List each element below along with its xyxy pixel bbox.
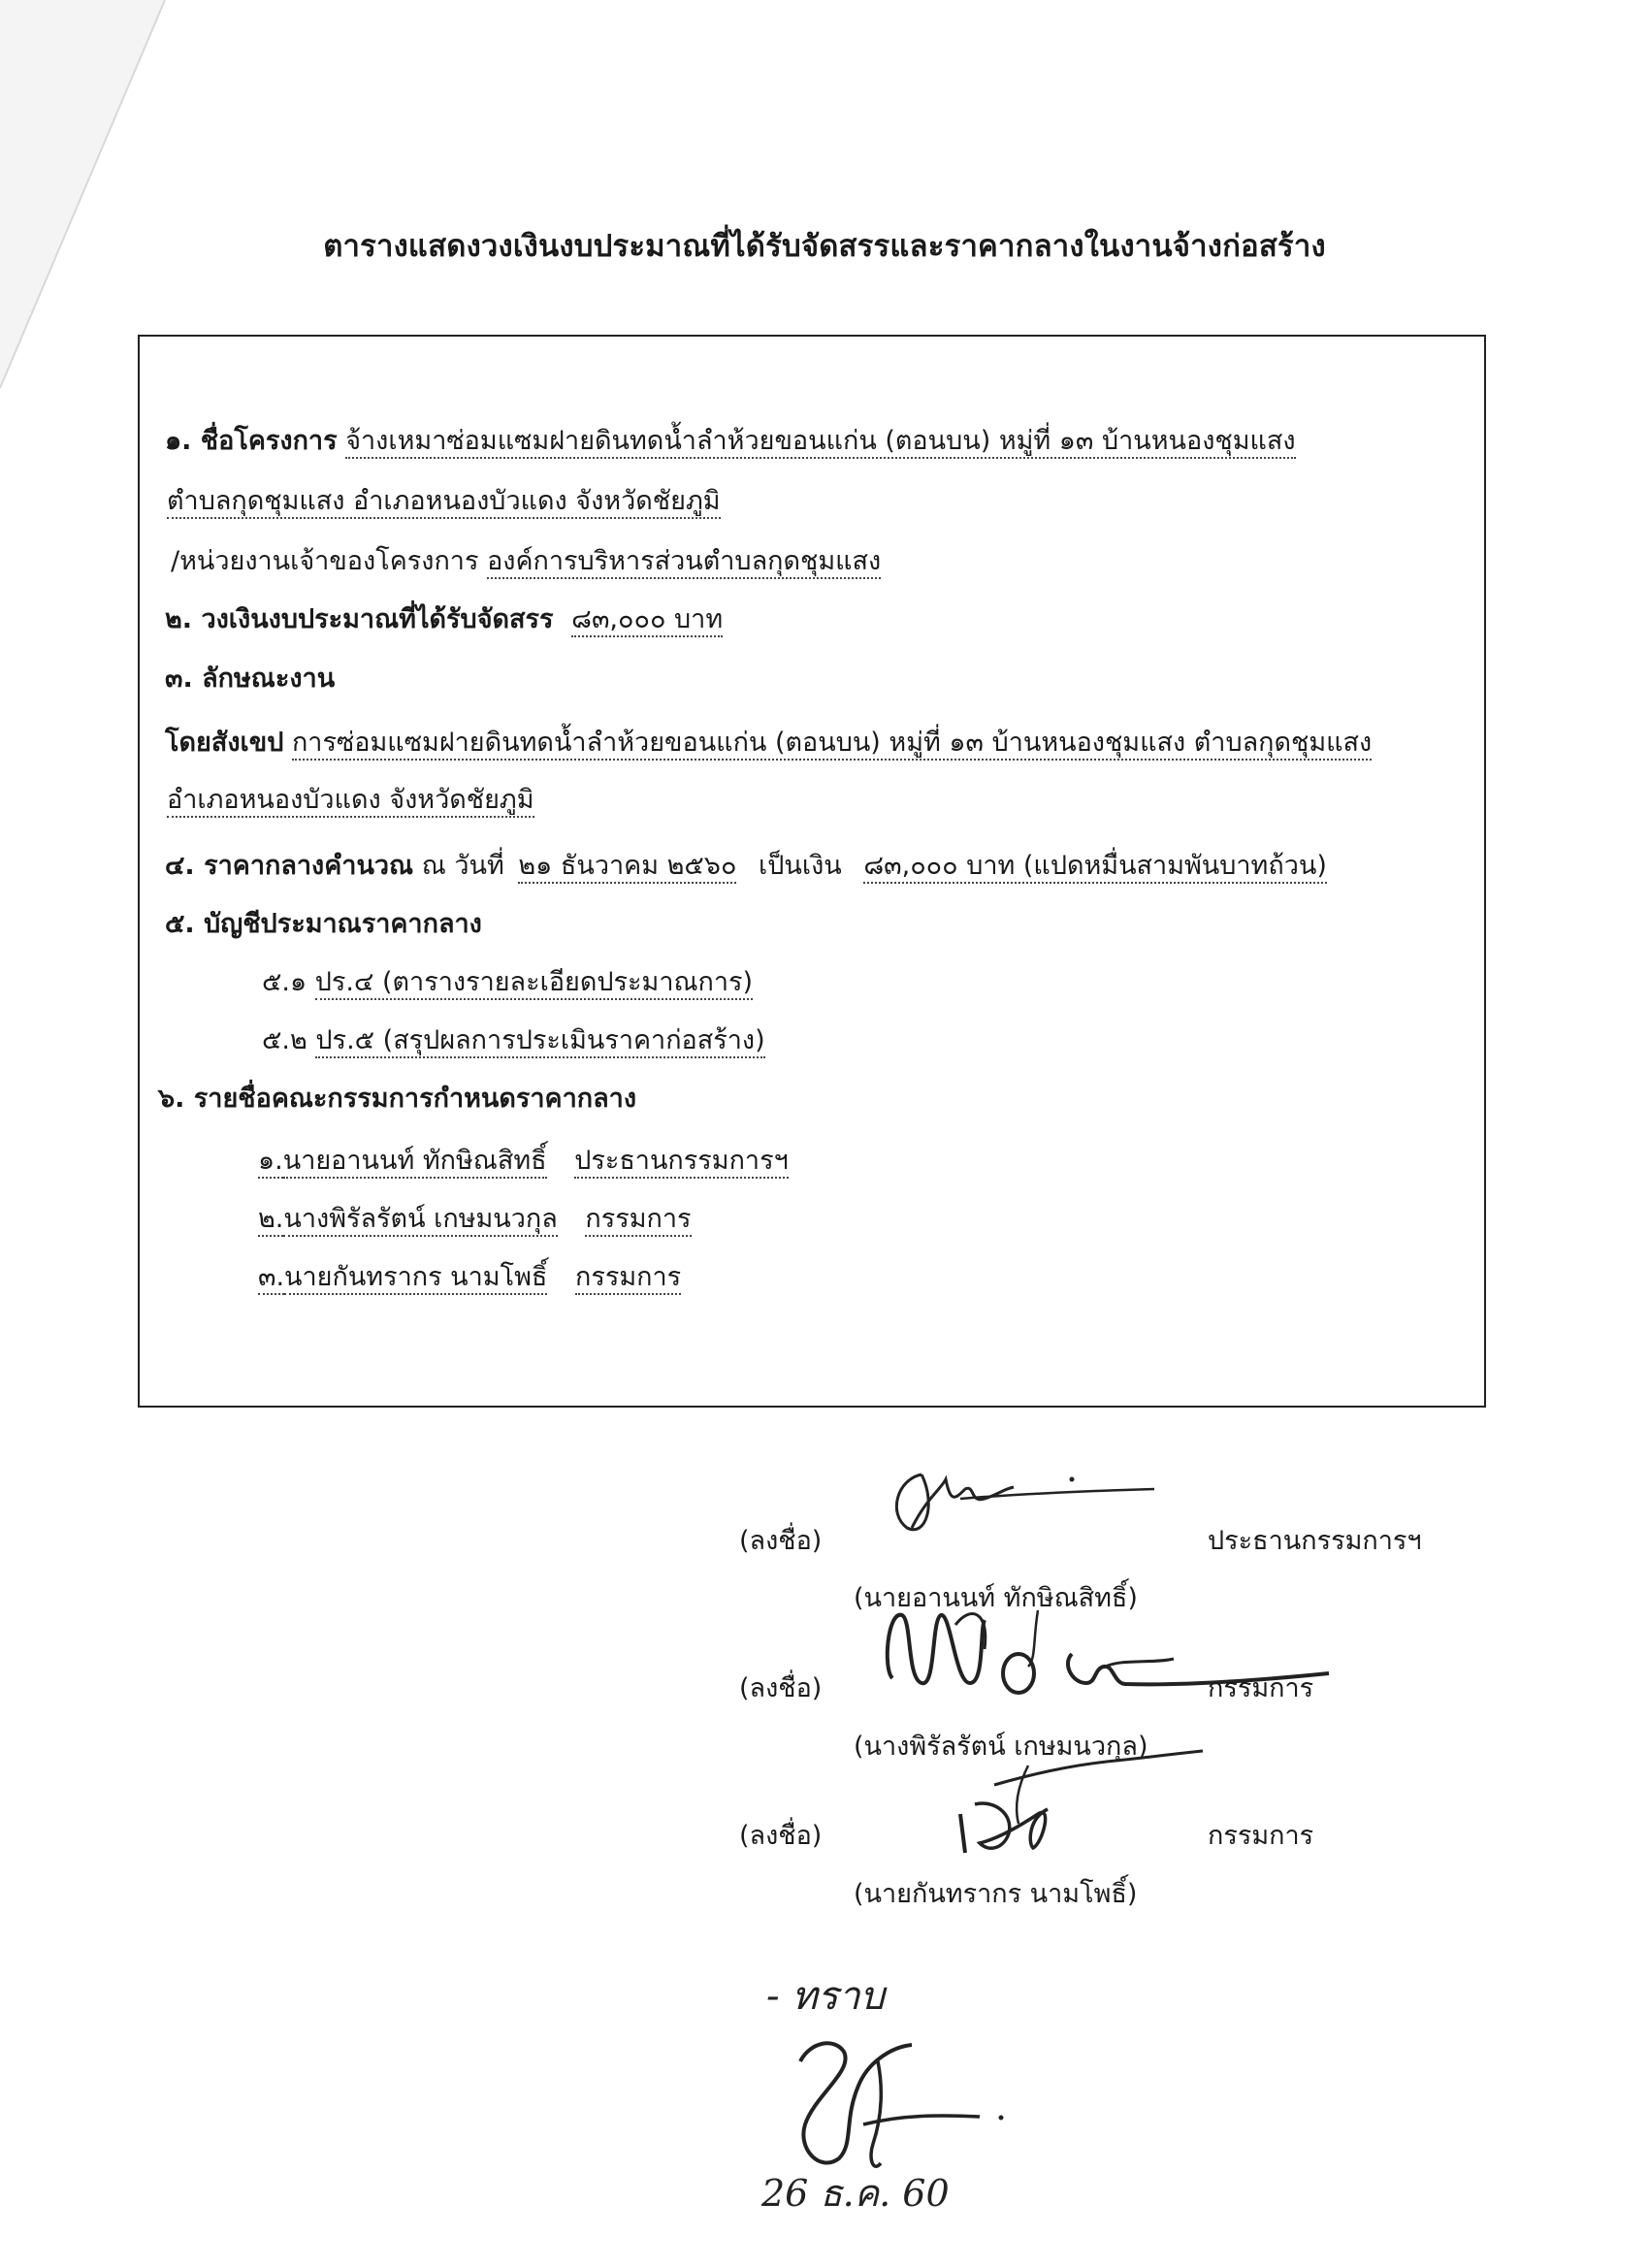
budget-value: ๘๓,๐๐๐ บาท [571,604,723,637]
signature-prefix: (ลงชื่อ) [739,1526,823,1556]
signature-prefix: (ลงชื่อ) [739,1821,823,1851]
committee-member [258,1255,681,1297]
median-price-line [165,844,1327,886]
member-name: นายกันทรากร นามโพธิ์ [284,1262,547,1295]
summary-cont-line [167,778,534,820]
member-role: ประธานกรรมการฯ [574,1146,789,1179]
estimate-sub-value: ปร.๔ (ตารางรายละเอียดประมาณการ) [315,967,753,1000]
estimate-list-label: ๕. บัญชีประมาณราคากลาง [165,909,482,939]
committee-label: ๖. รายชื่อคณะกรรมการกำหนดราคากลาง [158,1084,637,1114]
project-name-value: จ้างเหมาซ่อมแซมฝายดินทดน้ำลำห้วยขอนแก่น (ตอนบน) หมู่ที่ ๑๓ บ้านหนองชุมแสง [345,426,1295,459]
signature-scribble-3 [922,1746,1212,1872]
work-type-label: ๓. ลักษณะงาน [165,664,336,694]
estimate-sub-item [262,960,753,1002]
project-name-value-cont: ตำบลกุดชุมแสง อำเภอหนองบัวแดง จังหวัดชัยภูมิ [167,486,721,519]
budget-label: ๒. วงเงินงบประมาณที่ได้รับจัดสรร [165,604,554,634]
handwritten-date: 26 ธ.ค. 60 [761,2172,950,2215]
estimate-sub-no: ๕.๒ [262,1025,307,1055]
summary-line [165,721,1372,762]
member-role: กรรมการ [585,1204,691,1237]
agency-label: /หน่วยงานเจ้าของโครงการ [171,546,479,576]
signature-prefix: (ลงชื่อ) [739,1673,823,1703]
estimate-sub-no: ๕.๑ [262,967,307,997]
handwritten-acknowledge: - ทราบ [766,1974,885,2019]
summary-value: การซ่อมแซมฝายดินทดน้ำลำห้วยขอนแก่น (ตอนบน) หมู่ที่ ๑๓ บ้านหนองชุมแสง ตำบลกุดชุมแสง [292,728,1372,761]
median-price-label: ๔. ราคากลางคำนวณ [165,851,414,881]
amount-prefix: เป็นเงิน [759,851,842,881]
signature-scribble-2 [863,1591,1339,1736]
member-role: กรรมการ [575,1262,681,1295]
project-name-line [165,419,1296,461]
budget-line [165,598,723,639]
committee-member [258,1139,789,1181]
estimate-sub-item [262,1019,765,1060]
agency-value: องค์การบริหารส่วนตำบลกุดชุมแสง [487,546,881,579]
member-no: ๒. [258,1204,283,1237]
project-name-cont-line [167,479,721,521]
member-name: นางพิรัลรัตน์ เกษมนวกุล [283,1204,557,1237]
date-prefix: ณ วันที่ [421,851,504,881]
signature-name: (นางพิรัลรัตน์ เกษมนวกุล) [854,1732,1148,1762]
agency-line [171,539,881,581]
summary-label: โดยสังเขป [165,728,284,758]
amount-value: ๘๓,๐๐๐ บาท (แปดหมื่นสามพันบาทถ้วน) [863,851,1327,884]
signature-role: กรรมการ [1208,1821,1314,1851]
signature-role: ประธานกรรมการฯ [1208,1526,1422,1556]
member-name: นายอานนท์ ทักษิณสิทธิ์ [283,1146,547,1179]
member-no: ๓. [258,1262,284,1295]
member-no: ๑. [258,1146,283,1179]
signature-name: (นายกันทรากร นามโพธิ์) [854,1879,1138,1909]
estimate-sub-value: ปร.๕ (สรุปผลการประเมินราคาก่อสร้าง) [315,1025,764,1058]
date-value: ๒๑ ธันวาคม ๒๕๖๐ [518,851,736,884]
project-name-label: ๑. ชื่อโครงการ [165,426,338,456]
signature-role: กรรมการ [1208,1673,1314,1703]
committee-member [258,1197,692,1239]
summary-value-cont: อำเภอหนองบัวแดง จังหวัดชัยภูมิ [167,785,534,818]
page-title: ตารางแสดงวงเงินงบประมาณที่ได้รับจัดสรรและราคากลางในงานจ้างก่อสร้าง [323,229,1326,264]
signature-name: (นายอานนท์ ทักษิณสิทธิ์) [854,1583,1138,1613]
signature-scribble-1 [854,1460,1164,1557]
